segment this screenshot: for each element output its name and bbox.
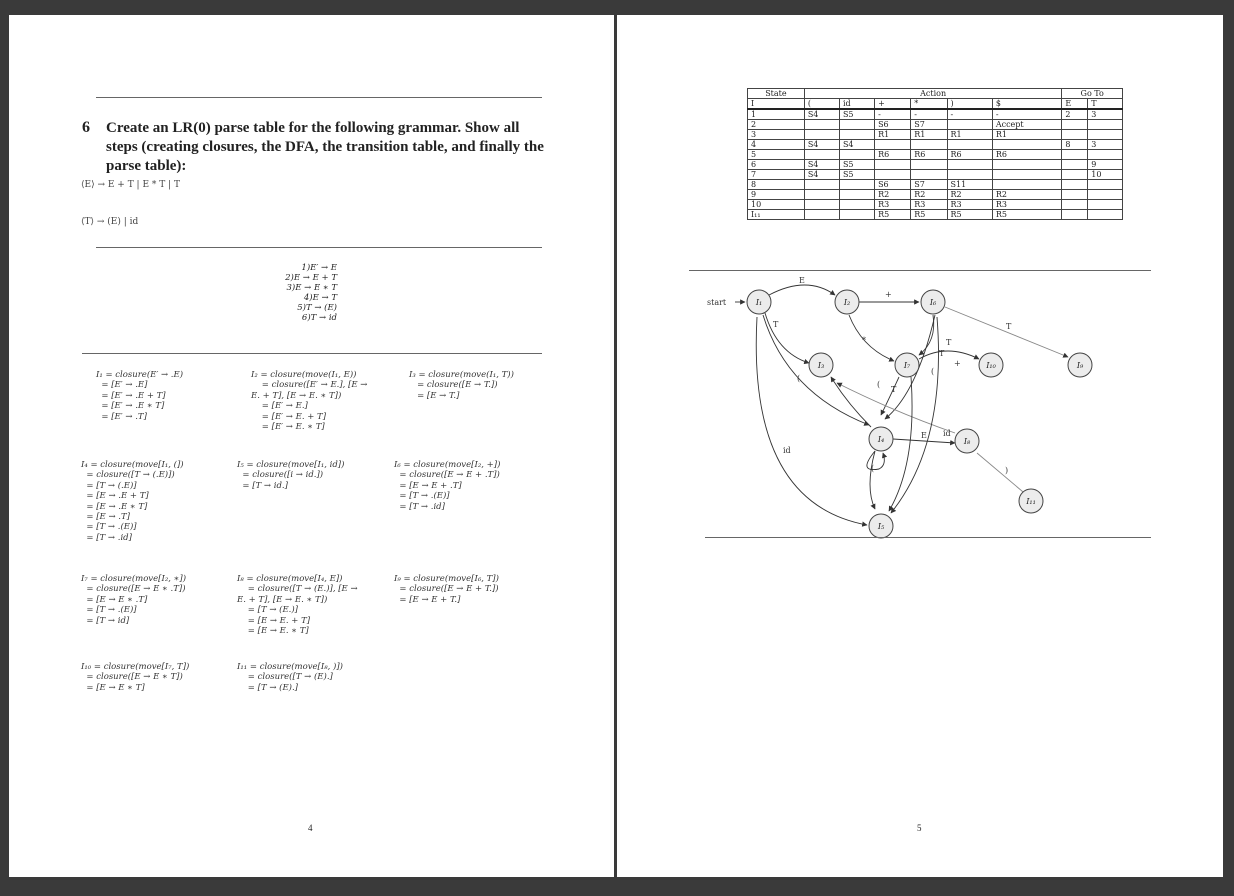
- table-cell: R2: [947, 190, 992, 200]
- edge-I8-I11: [977, 453, 1029, 497]
- rule-line: [96, 97, 542, 98]
- table-cell: R1: [875, 130, 911, 140]
- edge-I1-I5: [756, 317, 867, 525]
- table-cell: [947, 120, 992, 130]
- edge-label: (: [877, 380, 881, 389]
- table-cell-state: 2: [748, 120, 805, 130]
- table-cell: [839, 150, 874, 160]
- table-cell: [804, 190, 839, 200]
- table-row: [748, 109, 1123, 120]
- edge-I4-I3: [831, 377, 871, 427]
- rule-1: 1)E′ → E: [301, 263, 337, 273]
- state-label: I₂: [843, 298, 851, 307]
- rule-2: 2)E → E + T: [285, 273, 337, 283]
- table-cell: S6: [875, 120, 911, 130]
- table-col-header: id: [839, 99, 874, 110]
- table-cell: [804, 180, 839, 190]
- table-cell: 9: [1088, 160, 1123, 170]
- table-cell: [1062, 170, 1088, 180]
- edge-I7-I10: [919, 351, 979, 359]
- lr0-parse-table: [747, 88, 1123, 220]
- closure-I9: I₉ = closure(move[I₆, T]) = closure([E → E + T.]) = [E → E + T.]: [394, 574, 499, 605]
- question-text: Create an LR(0) parse table for the following grammar. Show all steps (creating closures, the DFA, the transition table, and finally the parse table):: [106, 120, 544, 174]
- table-header-goto: Go To: [1062, 89, 1123, 99]
- edge-label: +: [954, 359, 961, 368]
- table-cell: -: [875, 109, 911, 120]
- table-cell: R6: [911, 150, 947, 160]
- table-cell-state: 7: [748, 170, 805, 180]
- table-cell: [1062, 160, 1088, 170]
- table-col-header: ): [947, 99, 992, 110]
- table-cell-state: 9: [748, 190, 805, 200]
- table-cell: [911, 160, 947, 170]
- rule-6: 6)T → id: [301, 313, 337, 323]
- table-header-action: Action: [804, 89, 1062, 99]
- table-cell: R5: [875, 210, 911, 220]
- table-cell: S7: [911, 180, 947, 190]
- table-header-state: State: [748, 89, 805, 99]
- table-cell: 2: [1062, 109, 1088, 120]
- edge-label: E: [921, 431, 927, 440]
- table-cell: R3: [947, 200, 992, 210]
- table-cell: [804, 120, 839, 130]
- table-cell: S5: [839, 170, 874, 180]
- table-cell: [1062, 150, 1088, 160]
- table-cell: R3: [875, 200, 911, 210]
- table-row: [748, 150, 1123, 160]
- table-cell: 10: [1088, 170, 1123, 180]
- closure-I3: I₃ = closure(move(I₁, T)) = closure([E → T.]) = [E → T.]: [409, 370, 514, 401]
- table-cell: [1062, 200, 1088, 210]
- document-page-right: [617, 15, 1223, 877]
- grammar-line-1: ⟨E⟩ → E + T | E * T | T: [81, 180, 180, 190]
- state-label: I₁: [755, 298, 763, 307]
- closure-I5: I₅ = closure(move[I₁, id]) = closure([i → id.]) = [T → id.]: [237, 460, 345, 491]
- table-cell: R3: [992, 200, 1062, 210]
- page-number: 4: [308, 823, 313, 833]
- table-cell: -: [992, 109, 1062, 120]
- table-cell: R5: [911, 210, 947, 220]
- grammar-line-2: ⟨T⟩ → (E) | id: [81, 217, 139, 227]
- table-cell: S4: [804, 170, 839, 180]
- table-cell: [1088, 200, 1123, 210]
- table-col-header: +: [875, 99, 911, 110]
- table-cell: [839, 200, 874, 210]
- rule-3: 3)E → E ∗ T: [286, 283, 337, 293]
- edge-I2-I7: [849, 315, 894, 361]
- table-cell: [839, 120, 874, 130]
- table-cell: S7: [911, 120, 947, 130]
- table-cell: S4: [839, 140, 874, 150]
- table-cell: R2: [875, 190, 911, 200]
- table-cell: R6: [947, 150, 992, 160]
- table-row: [748, 210, 1123, 220]
- table-cell: [804, 150, 839, 160]
- edge-label: T: [939, 349, 945, 358]
- rule-line: [689, 270, 1151, 271]
- table-cell: 8: [1062, 140, 1088, 150]
- rule-line: [705, 537, 1151, 538]
- edge-label: E: [799, 276, 805, 285]
- closure-I10: I₁₀ = closure(move[I₇, T]) = closure([E → E ∗ T]) = [E → E ∗ T]: [81, 662, 190, 693]
- table-cell-state: I₁₁: [748, 210, 805, 220]
- table-cell-state: 8: [748, 180, 805, 190]
- edge-I6-I5: [891, 317, 939, 513]
- table-col-header: T: [1088, 99, 1123, 110]
- table-cell: R2: [992, 190, 1062, 200]
- table-cell: [992, 140, 1062, 150]
- table-cell: [804, 200, 839, 210]
- closure-I6: I₆ = closure(move[I₂, +]) = closure([E → E + .T]) = [E → E + .T] = [T → .(E)] = [T → .id]: [394, 460, 501, 512]
- edge-I4-I5: [870, 451, 875, 509]
- table-cell: S4: [804, 160, 839, 170]
- table-cell: [875, 160, 911, 170]
- table-cell-state: 10: [748, 200, 805, 210]
- table-cell: [875, 140, 911, 150]
- table-cell: [1088, 180, 1123, 190]
- edge-label: +: [885, 290, 892, 299]
- document-page-left: [9, 15, 614, 877]
- table-cell: [911, 170, 947, 180]
- table-cell: [804, 130, 839, 140]
- table-cell-state: 6: [748, 160, 805, 170]
- edge-I1-I2: [769, 285, 835, 295]
- table-cell: S11: [947, 180, 992, 190]
- table-cell: [947, 170, 992, 180]
- state-label: I₄: [877, 435, 885, 444]
- table-cell: [1062, 190, 1088, 200]
- table-row: [748, 200, 1123, 210]
- closure-I11: I₁₁ = closure(move[I₈, )]) = closure([T → (E).] = [T → (E).]: [237, 662, 343, 693]
- state-label: I₉: [1076, 361, 1084, 370]
- table-cell: 3: [1088, 109, 1123, 120]
- table-col-header: (: [804, 99, 839, 110]
- table-cell: [1088, 120, 1123, 130]
- edge-label: (: [931, 367, 935, 376]
- table-cell: R1: [911, 130, 947, 140]
- table-cell: R1: [992, 130, 1062, 140]
- table-cell: Accept: [992, 120, 1062, 130]
- table-col-header: $: [992, 99, 1062, 110]
- table-cell: R2: [911, 190, 947, 200]
- table-cell: [1062, 210, 1088, 220]
- table-row: [748, 170, 1123, 180]
- table-cell: -: [947, 109, 992, 120]
- augmented-rules: [271, 263, 337, 323]
- table-row: [748, 180, 1123, 190]
- table-cell: [839, 180, 874, 190]
- edge-label: T: [773, 320, 779, 329]
- edge-I7-I5: [889, 377, 912, 511]
- table-cell: R6: [875, 150, 911, 160]
- table-cell: [992, 180, 1062, 190]
- table-cell-state: 1: [748, 109, 805, 120]
- state-label: I₁₁: [1026, 497, 1036, 506]
- table-cell-state: 4: [748, 140, 805, 150]
- closure-I1: I₁ = closure(E′ → .E) = [E′ → .E] = [E′ → .E + T] = [E′ → .E ∗ T] = [E′ → .T]: [96, 370, 184, 422]
- table-cell: R3: [911, 200, 947, 210]
- state-label: I₃: [817, 361, 825, 370]
- edge-label: *: [862, 336, 866, 345]
- table-cell-state: 3: [748, 130, 805, 140]
- edge-I6-I9: [945, 307, 1068, 357]
- table-cell: [911, 140, 947, 150]
- table-cell: R6: [992, 150, 1062, 160]
- edge-I7-I4: [881, 377, 899, 415]
- edge-label: ): [1005, 466, 1009, 475]
- table-cell: [839, 130, 874, 140]
- rule-4: 4)E → T: [303, 293, 337, 303]
- table-cell: [839, 210, 874, 220]
- state-label: I₈: [963, 437, 971, 446]
- start-label: start: [707, 298, 727, 307]
- rule-line: [96, 247, 542, 248]
- table-body: [748, 109, 1123, 220]
- closure-I7: I₇ = closure(move[I₂, ∗]) = closure([E → E ∗ .T]) = [E → E ∗ .T] = [T → .(E)] = [T → id]: [81, 574, 187, 626]
- table-cell: [1062, 130, 1088, 140]
- table-cell: [992, 170, 1062, 180]
- dfa-diagram: [617, 273, 1223, 543]
- state-label: I₆: [929, 298, 937, 307]
- table-cell: [875, 170, 911, 180]
- table-cell: -: [911, 109, 947, 120]
- table-cell: R5: [992, 210, 1062, 220]
- state-label: I₁₀: [986, 361, 996, 370]
- table-cell: [804, 210, 839, 220]
- page-number: 5: [917, 823, 922, 833]
- state-label: I₅: [877, 522, 885, 531]
- table-cell: S4: [804, 140, 839, 150]
- table-row: [748, 190, 1123, 200]
- closure-I8: I₈ = closure(move[I₄, E]) = closure([T → (E.)], [E → E. + T], [E → E. ∗ T]) = [T → (E.)] = [E → E. + T] = [E → E. ∗ T]: [237, 574, 358, 637]
- table-cell: S4: [804, 109, 839, 120]
- table-cell: [1062, 180, 1088, 190]
- table-row: [748, 160, 1123, 170]
- edge-I6-I7: [919, 315, 934, 355]
- table-col-header: I: [748, 99, 805, 110]
- edge-label: (: [797, 374, 801, 383]
- edge-label: T: [1006, 322, 1012, 331]
- table-col-header: E: [1062, 99, 1088, 110]
- table-cell: S6: [875, 180, 911, 190]
- table-cell: [1062, 120, 1088, 130]
- edge-I4-self: [867, 451, 884, 470]
- edge-label: (: [871, 464, 875, 473]
- closure-I2: I₂ = closure(move(I₁, E)) = closure([E′ → E.], [E → E. + T], [E → E. ∗ T]) = [E′ → E.] = [E′ → E. + T] = [E′ → E. ∗ T]: [251, 370, 368, 433]
- edge-label: id: [783, 446, 791, 455]
- table-cell: S5: [839, 109, 874, 120]
- rule-line: [82, 353, 542, 354]
- table-cell: S5: [839, 160, 874, 170]
- table-cell: [839, 190, 874, 200]
- table-cell: [992, 160, 1062, 170]
- table-cell: R5: [947, 210, 992, 220]
- table-cell: [1088, 150, 1123, 160]
- table-cell: [947, 160, 992, 170]
- table-cell: [947, 140, 992, 150]
- edge-label: T: [891, 385, 897, 394]
- closure-I4: I₄ = closure(move[I₁, (]) = closure([T → (.E)]) = [T → (.E)] = [E → .E + T] = [E → .E ∗ T] = [E → .T] = [T → .(E)] = [T → .id]: [81, 460, 184, 543]
- table-cell: R1: [947, 130, 992, 140]
- edge-label: T: [946, 338, 952, 347]
- table-cell: [1088, 130, 1123, 140]
- table-row: [748, 120, 1123, 130]
- table-cell: [1088, 190, 1123, 200]
- table-col-header: *: [911, 99, 947, 110]
- table-cell: 3: [1088, 140, 1123, 150]
- table-row: [748, 140, 1123, 150]
- table-cell: [1088, 210, 1123, 220]
- edge-label: id: [943, 429, 951, 438]
- question-number: 6: [82, 119, 90, 136]
- state-label: I₇: [903, 361, 911, 370]
- rule-5: 5)T → (E): [297, 303, 337, 313]
- table-cell-state: 5: [748, 150, 805, 160]
- table-row: [748, 130, 1123, 140]
